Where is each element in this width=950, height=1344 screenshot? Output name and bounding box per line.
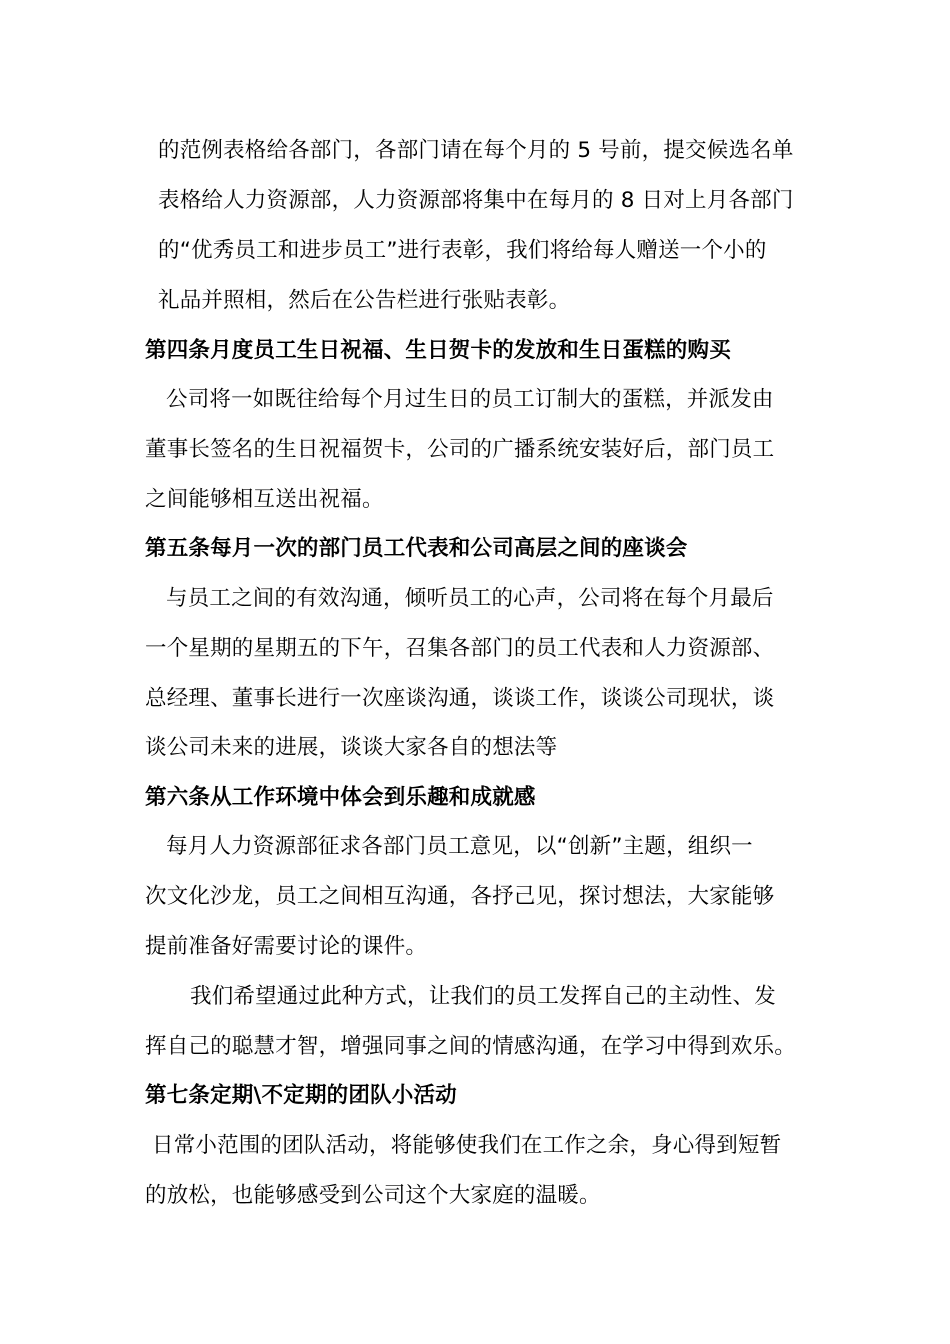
section-heading: 第六条从工作环境中体会到乐趣和成就感	[145, 785, 536, 810]
paragraph-line: 我们希望通过此种方式，让我们的员工发挥自己的主动性、发	[190, 984, 776, 1009]
paragraph-line: 提前准备好需要讨论的课件。	[145, 934, 428, 959]
paragraph-line: 次文化沙龙，员工之间相互沟通，各抒己见，探讨想法，大家能够	[145, 884, 775, 909]
paragraph-line: 一个星期的星期五的下午，召集各部门的员工代表和人力资源部、	[145, 636, 775, 661]
paragraph-line: 董事长签名的生日祝福贺卡，公司的广播系统安装好后，部门员工	[145, 437, 775, 462]
paragraph-line: 礼品并照相，然后在公告栏进行张贴表彰。	[158, 288, 571, 313]
section-heading: 第四条月度员工生日祝福、生日贺卡的发放和生日蛋糕的购买	[145, 338, 731, 363]
section-heading: 第七条定期\不定期的团队小活动	[145, 1083, 457, 1108]
paragraph-line: 总经理、董事长进行一次座谈沟通，谈谈工作，谈谈公司现状，谈	[145, 686, 775, 711]
paragraph-line: 谈公司未来的进展，谈谈大家各自的想法等	[145, 735, 558, 760]
paragraph-line: 表格给人力资源部，人力资源部将集中在每月的 8 日对上月各部门	[158, 188, 794, 213]
paragraph-line: 之间能够相互送出祝福。	[145, 487, 384, 512]
paragraph-line: 每月人力资源部征求各部门员工意见，以“创新”主题，组织一	[166, 834, 753, 859]
paragraph-line: 日常小范围的团队活动，将能够使我们在工作之余，身心得到短暂	[152, 1133, 782, 1158]
paragraph-line: 公司将一如既往给每个月过生日的员工订制大的蛋糕，并派发由	[166, 387, 774, 412]
paragraph-line: 的范例表格给各部门，各部门请在每个月的 5 号前，提交候选名单	[158, 138, 794, 163]
section-heading: 第五条每月一次的部门员工代表和公司高层之间的座谈会	[145, 536, 688, 561]
paragraph-line: 的“优秀员工和进步员工”进行表彰，我们将给每人赠送一个小的	[158, 238, 767, 263]
paragraph-line: 挥自己的聪慧才智，增强同事之间的情感沟通，在学习中得到欢乐。	[145, 1034, 797, 1059]
paragraph-line: 的放松，也能够感受到公司这个大家庭的温暖。	[145, 1183, 601, 1208]
paragraph-line: 与员工之间的有效沟通，倾听员工的心声，公司将在每个月最后	[166, 586, 774, 611]
